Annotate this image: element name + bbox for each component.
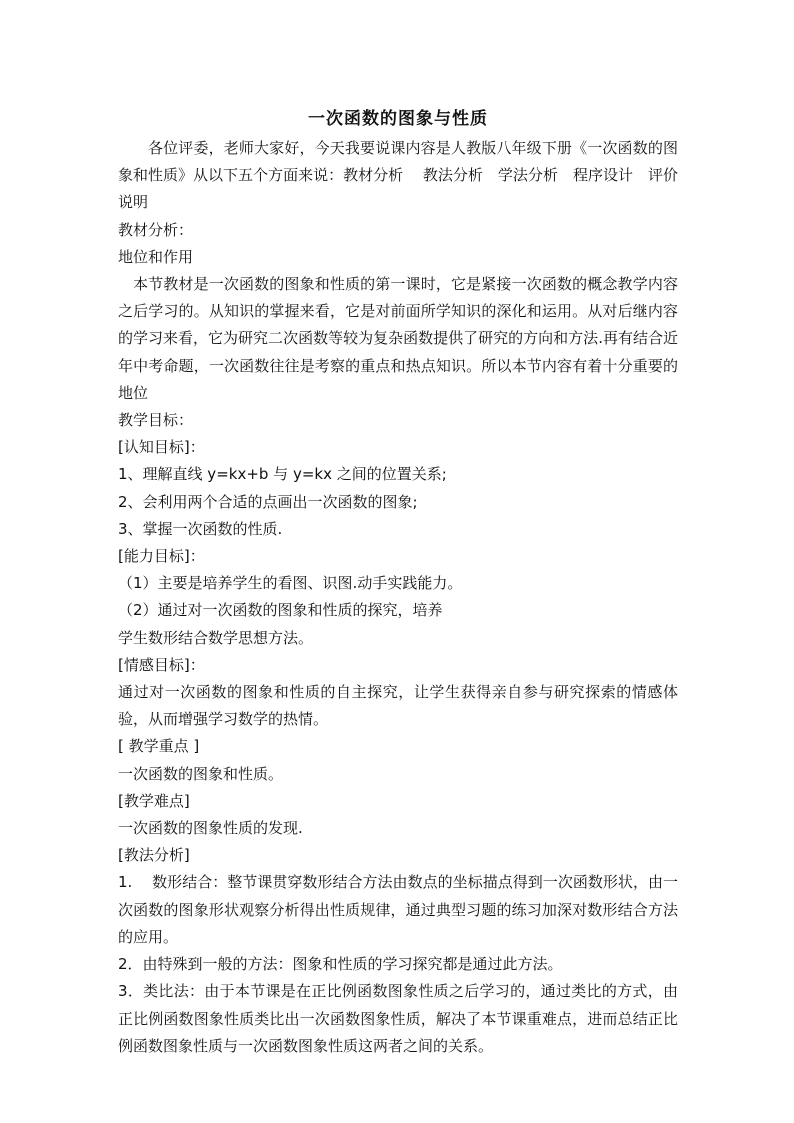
emotion-paragraph: 通过对一次函数的图象和性质的自主探究，让学生获得亲自参与研究探索的情感体验，从而增强学习数学的热情。 (118, 683, 678, 729)
heading-key-points: [ 教学重点 ] (118, 737, 200, 756)
heading-cognitive-goals: [认知目标]： (118, 438, 205, 457)
cognitive-goal-2: 2、会利用两个合适的点画出一次函数的图象; (118, 492, 418, 511)
ability-goal-1: （1）主要是培养学生的看图、识图.动手实践能力。 (118, 574, 463, 593)
difficulty-text: 一次函数的图象性质的发现. (118, 819, 303, 838)
cognitive-goal-1: 1、理解直线 y=kx+b 与 y=kx 之间的位置关系; (118, 465, 447, 484)
heading-ability-goals: [能力目标]： (118, 547, 205, 566)
key-points-text: 一次函数的图象和性质。 (118, 764, 284, 783)
ability-goal-2-continued: 学生数形结合数学思想方法。 (118, 628, 314, 647)
heading-difficulty: [教学难点] (118, 791, 190, 810)
heading-teaching-goals: 教学目标： (118, 411, 194, 430)
document-title: 一次函数的图象与性质 (308, 109, 488, 129)
heading-method-analysis: [教法分析] (118, 846, 190, 865)
method-item-3: 3．类比法：由于本节课是在正比例函数图象性质之后学习的，通过类比的方式，由正比例函数图象性质类比出一次函数图象性质，解决了本节课重难点，进而总结正比例函数图象性质与一次函数图象性质这两者之间的关系。 (118, 982, 678, 1055)
cognitive-goal-3: 3、掌握一次函数的性质. (118, 519, 283, 538)
document-page (118, 103, 678, 1060)
position-paragraph: 本节教材是一次函数的图象和性质的第一课时，它是紧接一次函数的概念教学内容之后学习的。从知识的掌握来看，它是对前面所学知识的深化和运用。从对后继内容的学习来看，它为研究二次函数等较为复杂函数提供了研究的方向和方法.再有结合近年中考命题，一次函数往往是考察的重点和热点知识。所以本节内容有着十分重要的地位 (118, 275, 678, 402)
method-item-2: 2．由特殊到一般的方法：图象和性质的学习探究都是通过此方法。 (118, 955, 563, 974)
heading-position-role: 地位和作用 (118, 247, 194, 266)
heading-textbook-analysis: 教材分析： (118, 220, 194, 239)
ability-goal-2: （2）通过对一次函数的图象和性质的探究，培养 (118, 601, 443, 620)
method-item-1: 1. 数形结合：整节课贯穿数形结合方法由数点的坐标描点得到一次函数形状，由一次函数的图象形状观察分析得出性质规律，通过典型习题的练习加深对数形结合方法的应用。 (118, 873, 678, 946)
heading-emotion-goals: [情感目标]： (118, 655, 205, 674)
intro-paragraph: 各位评委，老师大家好，今天我要说课内容是人教版八年级下册《一次函数的图象和性质》从以下五个方面来说：教材分析 教法分析 学法分析 程序设计 评价说明 (118, 139, 678, 212)
